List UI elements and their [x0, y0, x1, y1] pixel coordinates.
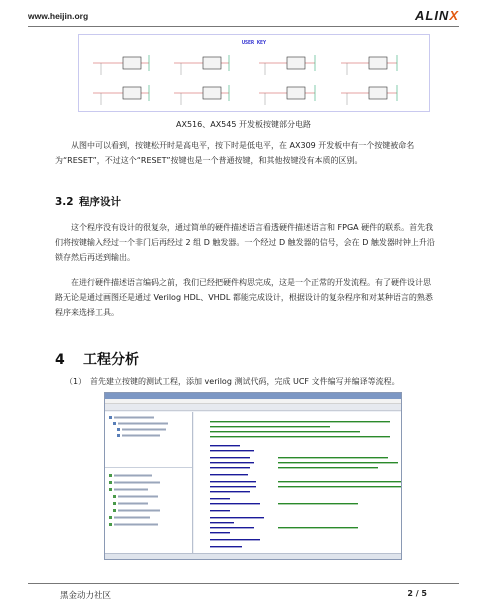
- ide-body: [105, 412, 401, 553]
- step-item: [65, 376, 400, 387]
- section-heading-4: [55, 349, 139, 369]
- ise-screenshot: [104, 392, 402, 560]
- schematic-figure: [78, 34, 430, 112]
- section-number: 3.2: [55, 196, 74, 208]
- code-editor: [194, 412, 401, 553]
- section-title: 工程分析: [83, 352, 139, 368]
- processes-pane: [105, 468, 192, 554]
- code-lines: [208, 419, 401, 553]
- schematic-drawing: [79, 35, 431, 113]
- alinx-logo: [415, 8, 459, 23]
- step-number: （1）: [65, 377, 87, 386]
- hierarchy-tree: [105, 412, 193, 468]
- paragraph-design-flow: 在进行硬件描述语言编码之前，我们已经把硬件构思完成，这是一个正常的开发流程。有了硬件设计思路无论是通过画图还是通过 Verilog HDL、VHDL 都能完成设计，根据设计的复杂程序和对某种语言的熟悉程序来选择工具。: [55, 278, 433, 317]
- hierarchy-pane: [105, 412, 192, 468]
- process-list: [105, 468, 193, 554]
- figure-caption: AX516、AX545 开发板按键部分电路: [176, 120, 311, 129]
- footer-rule: [28, 583, 459, 584]
- ide-toolbar: [105, 404, 401, 411]
- footer-community: 黑金动力社区: [60, 591, 112, 601]
- section-heading-3-2: [55, 194, 121, 209]
- header-url: www.heijin.org: [28, 11, 89, 21]
- ide-side-panels: [105, 412, 193, 553]
- ide-status-bar: [105, 553, 401, 559]
- section-title: 程序设计: [79, 196, 121, 208]
- paragraph-key-behavior: 从图中可以看到，按键松开时是高电平，按下时是低电平，在 AX309 开发板中有一个按键被命名为“RESET”，不过这个“RESET”按键也是一个普通按键，和其他按键没有本质的区别。: [55, 141, 415, 165]
- schematic-title: USER KEY: [241, 40, 267, 46]
- logo-main: ALIN: [414, 8, 450, 23]
- paragraph-program-design: 这个程序没有设计的很复杂，通过简单的硬件描述语言看透硬件描述语言和 FPGA 硬件的联系。首先我们将按键输入经过一个非门后再经过 2 组 D 触发器。一个经过 D 触发器的信号，会在 D 触发器时钟上升沿锁存然后再送到输出。: [55, 223, 435, 262]
- section-number: 4: [55, 352, 65, 368]
- step-text: 首先建立按键的测试工程，添加 verilog 测试代码，完成 UCF 文件编写并编译等流程。: [90, 377, 400, 386]
- logo-accent: X: [449, 8, 459, 23]
- header-rule: [28, 26, 459, 27]
- page-number: 2 / 5: [407, 589, 427, 598]
